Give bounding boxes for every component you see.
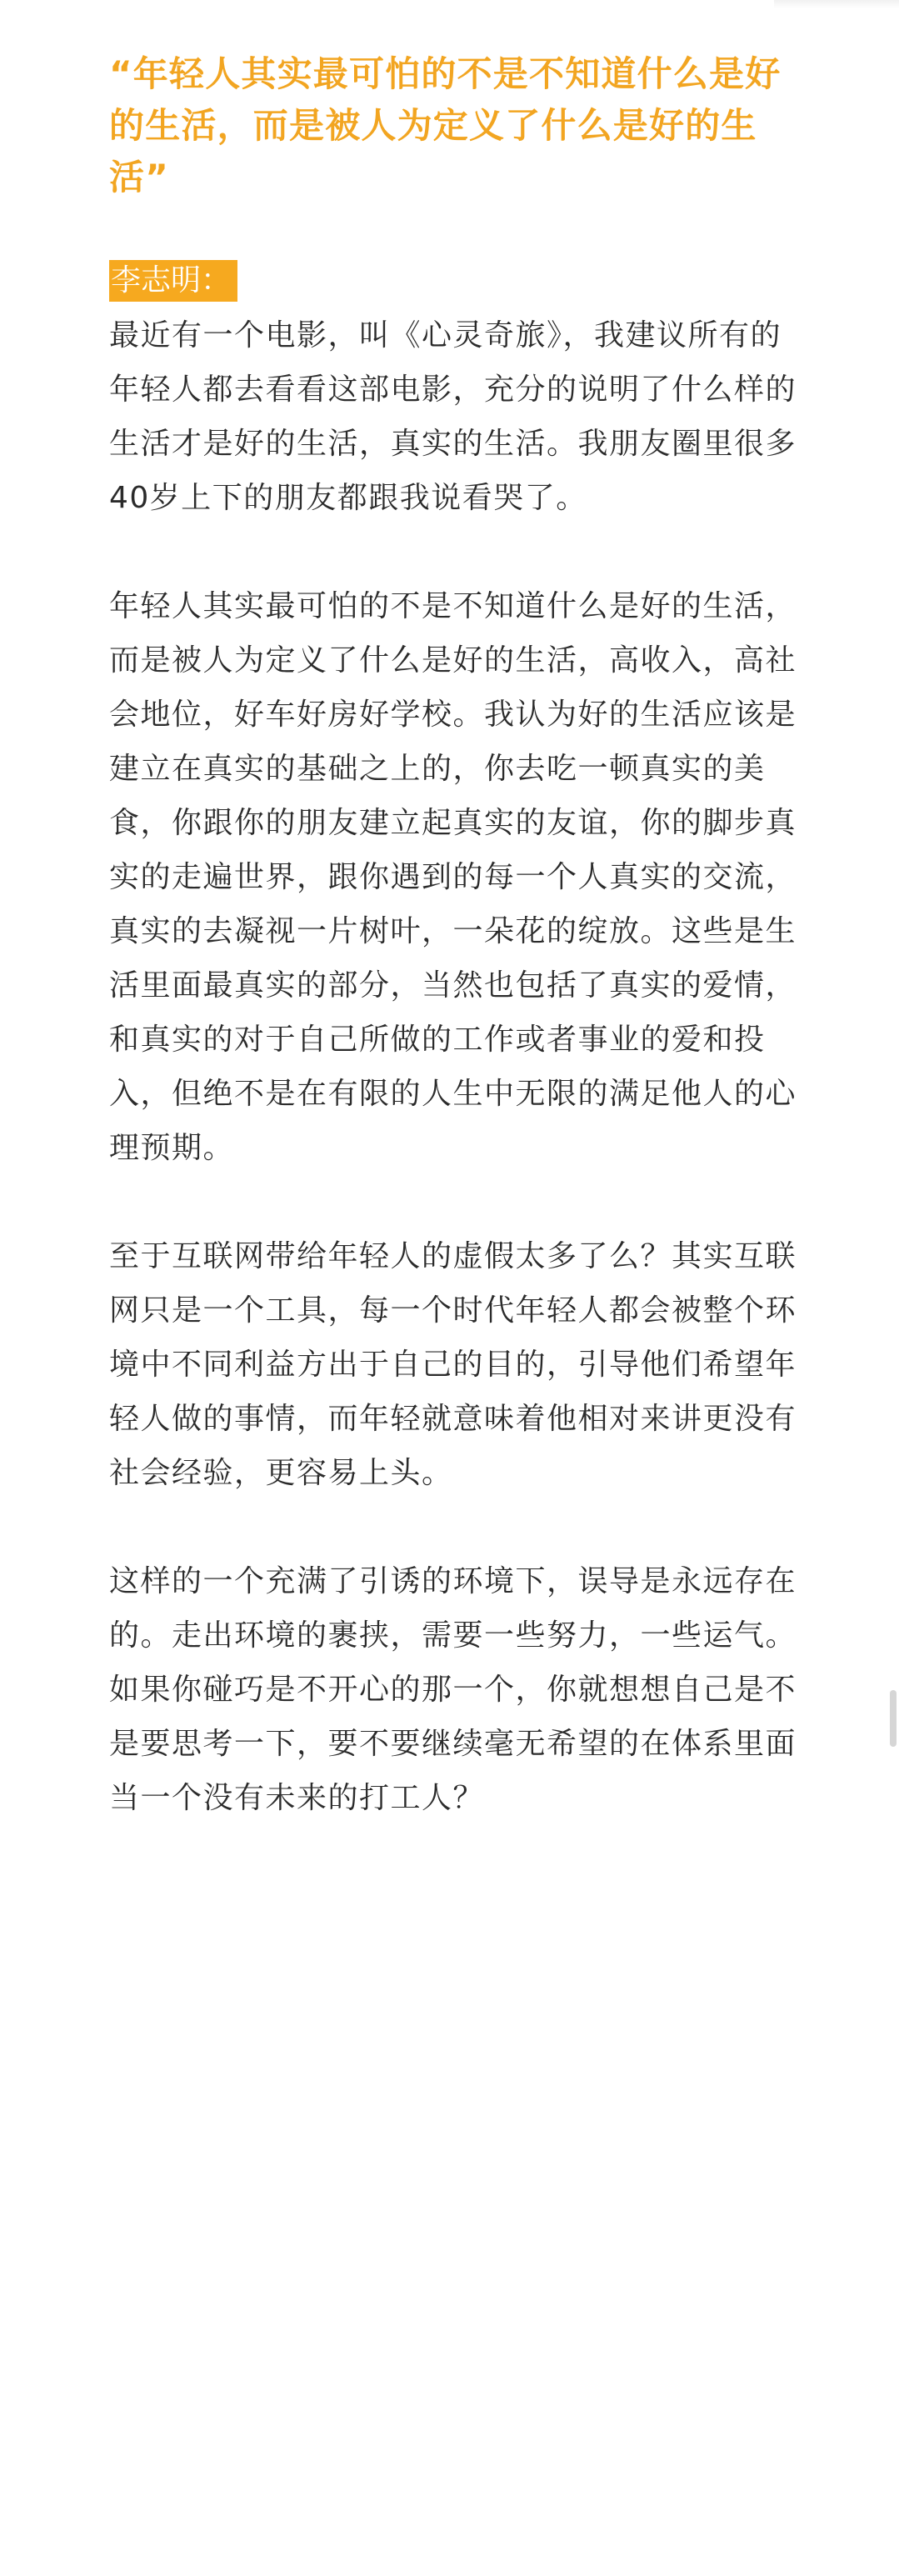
article-headline: “年轻人其实最可怕的不是不知道什么是好的生活，而是被人为定义了什么是好的生活” — [109, 53, 782, 198]
speaker-label: 李志明： — [109, 260, 237, 302]
article-paragraph-3: 至于互联网带给年轻人的虚假太多了么？其实互联网只是一个工具，每一个时代年轻人都会被整个环境中不同利益方出于自己的目的，引导他们希望年轻人做的事情，而年轻就意味着他相对来讲更没有社会经验，更容易上头。 — [109, 1239, 797, 1490]
scrollbar-thumb[interactable] — [890, 1690, 897, 1747]
article-paragraph-1: 最近有一个电影，叫《心灵奇旅》，我建议所有的年轻人都去看看这部电影，充分的说明了什么样的生活才是好的生活，真实的生活。我朋友圈里很多40岁上下的朋友都跟我说看哭了。 — [109, 318, 797, 515]
top-edge-shadow — [774, 0, 899, 8]
speaker-label-row — [109, 260, 801, 302]
article-paragraph-2: 年轻人其实最可怕的不是不知道什么是好的生活，而是被人为定义了什么是好的生活，高收入，高社会地位，好车好房好学校。我认为好的生活应该是建立在真实的基础之上的，你去吃一顿真实的美食，你跟你的朋友建立起真实的友谊，你的脚步真实的走遍世界，跟你遇到的每一个人真实的交流，真实的去凝视一片树叶，一朵花的绽放。这些是生活里面最真实的部分，当然也包括了真实的爱情，和真实的对于自己所做的工作或者事业的爱和投入，但绝不是在有限的人生中无限的满足他人的心理预期。 — [109, 589, 797, 1165]
article-body — [109, 48, 801, 1825]
article-paragraph-4: 这样的一个充满了引诱的环境下，误导是永远存在的。走出环境的裹挟，需要一些努力，一些运气。如果你碰巧是不开心的那一个，你就想想自己是不是要思考一下，要不要继续毫无希望的在体系里面当一个没有未来的打工人？ — [109, 1564, 797, 1815]
